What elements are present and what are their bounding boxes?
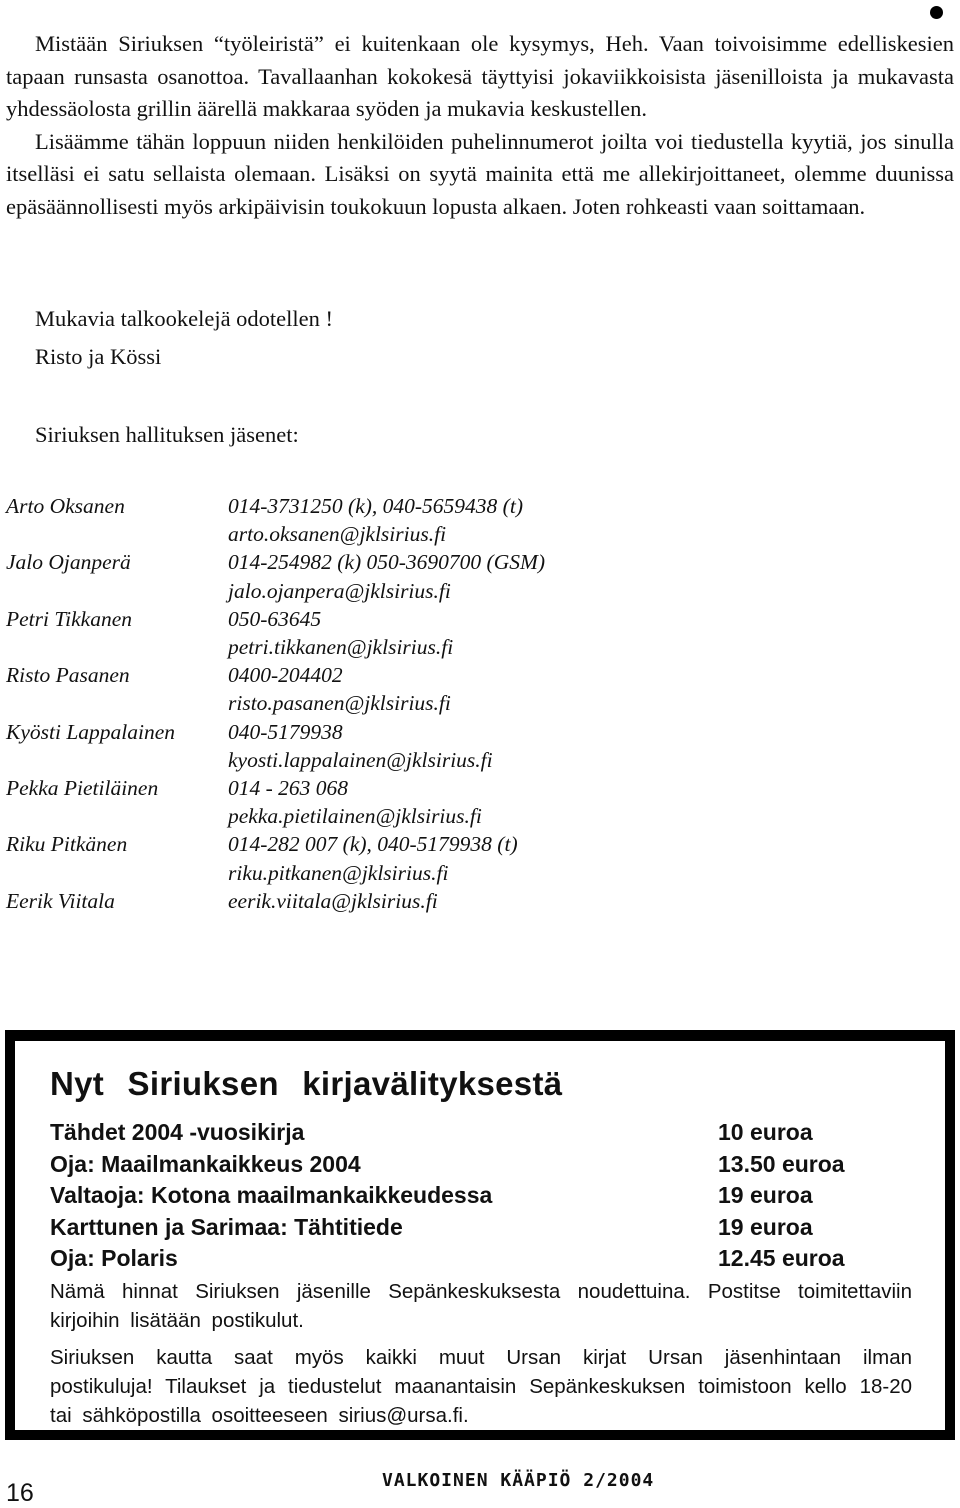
article-paragraph-1: Mistään Siriuksen “työleiristä” ei kuitenkaan ole kysymys, Heh. Vaan toivoisimme edelliskesien tapaan runsasta osanottoa. Tavallaanhan kokokesä täyttyisi jokaviikkoisista jäsenilloista ja mukavasta yhdessäolosta grillin äärellä makkaraa syöden ja mukavia keskustellen. <box>6 31 954 121</box>
book-row <box>50 1149 912 1181</box>
order-note: Siriuksen kautta saat myös kaikki muut Ursan kirjat Ursan jäsenhintaan ilman postikuluja! Tilaukset ja tiedustelut maanantaisin Sepänkeskuksen toimistoon kello 18-20 tai sähköpostilla osoitteeseen sirius@ursa.fi. <box>50 1345 912 1427</box>
board-member <box>6 661 906 717</box>
pickup-note: Nämä hinnat Siriuksen jäsenille Sepänkeskuksesta noudettuina. Postitse toimitettaviin kirjoihin lisätään postikulut. <box>50 1279 912 1332</box>
member-email: risto.pasanen@jklsirius.fi <box>228 691 451 716</box>
article-body <box>6 28 954 223</box>
board-member <box>6 718 906 774</box>
book-price: 19 euroa <box>718 1213 813 1240</box>
member-phone: 040-5179938 <box>228 719 343 744</box>
member-name: Kyösti Lappalainen <box>6 719 176 744</box>
board-member <box>6 548 906 604</box>
member-email: jalo.ojanpera@jklsirius.fi <box>228 578 451 603</box>
member-name: Jalo Ojanperä <box>6 550 131 575</box>
book-title: Valtaoja: Kotona maailmankaikkeudessa <box>50 1182 493 1208</box>
member-name: Risto Pasanen <box>6 663 130 688</box>
book-title: Oja: Polaris <box>50 1245 178 1271</box>
member-email: petri.tikkanen@jklsirius.fi <box>228 635 454 660</box>
member-phone: 0400-204402 <box>228 663 343 688</box>
page-number: 16 <box>6 1479 34 1507</box>
signers: Risto ja Kössi <box>35 344 162 369</box>
member-phone: 050-63645 <box>228 606 322 631</box>
book-list <box>50 1117 912 1275</box>
member-phone: 014-3731250 (k), 040-5659438 (t) <box>228 494 523 518</box>
member-email: kyosti.lappalainen@jklsirius.fi <box>228 747 493 772</box>
board-member <box>6 774 906 830</box>
book-title: Tähdet 2004 -vuosikirja <box>50 1119 305 1145</box>
board-member <box>6 605 906 661</box>
member-name: Pekka Pietiläinen <box>6 776 159 801</box>
book-title: Karttunen ja Sarimaa: Tähtitiede <box>50 1213 403 1240</box>
member-name: Petri Tikkanen <box>6 606 132 631</box>
board-member-list <box>6 492 906 915</box>
member-email: riku.pitkanen@jklsirius.fi <box>228 860 449 885</box>
book-price: 12.45 euroa <box>718 1245 845 1271</box>
member-email: pekka.pietilainen@jklsirius.fi <box>228 804 482 829</box>
book-title: Oja: Maailmankaikkeus 2004 <box>50 1150 361 1177</box>
member-email: arto.oksanen@jklsirius.fi <box>228 522 447 547</box>
board-member <box>6 830 906 886</box>
book-price: 19 euroa <box>718 1182 813 1208</box>
book-row <box>50 1180 912 1212</box>
board-member <box>6 492 906 548</box>
member-name: Riku Pitkänen <box>6 832 128 857</box>
member-name: Arto Oksanen <box>6 494 125 518</box>
board-heading: Siriuksen hallituksen jäsenet: <box>35 422 299 447</box>
member-name: Eerik Viitala <box>6 888 115 913</box>
member-email: eerik.viitala@jklsirius.fi <box>228 888 438 913</box>
member-phone: 014 - 263 068 <box>228 776 349 801</box>
article-paragraph-2: Lisäämme tähän loppuun niiden henkilöiden puhelinnumerot joilta voi tiedustella kyytiä, jos sinulla itselläsi ei satu sellaista olemaan. Lisäksi on syytä mainita että me allekirjoittaneet, olemme duunissa epäsäännollisesti myös arkipäivisin toukokuun lopusta alkaen. Joten rohkeasti vaan soittamaan. <box>6 128 954 219</box>
book-row <box>50 1243 912 1275</box>
member-phone: 014-254982 (k) 050-3690700 (GSM) <box>228 550 546 575</box>
bookshop-box <box>5 1030 955 1440</box>
book-row <box>50 1117 912 1149</box>
closing-line: Mukavia talkookelejä odotellen ! <box>35 306 334 331</box>
publication-title: VALKOINEN KÄÄPIÖ 2/2004 <box>382 1470 655 1491</box>
book-price: 10 euroa <box>718 1119 813 1145</box>
book-price: 13.50 euroa <box>718 1150 845 1177</box>
bullet-dot-icon <box>930 6 943 19</box>
board-member <box>6 887 906 915</box>
book-row <box>50 1212 912 1244</box>
member-phone: 014-282 007 (k), 040-5179938 (t) <box>228 832 518 857</box>
bookshop-title: Nyt Siriuksen kirjavälityksestä <box>50 1065 563 1102</box>
